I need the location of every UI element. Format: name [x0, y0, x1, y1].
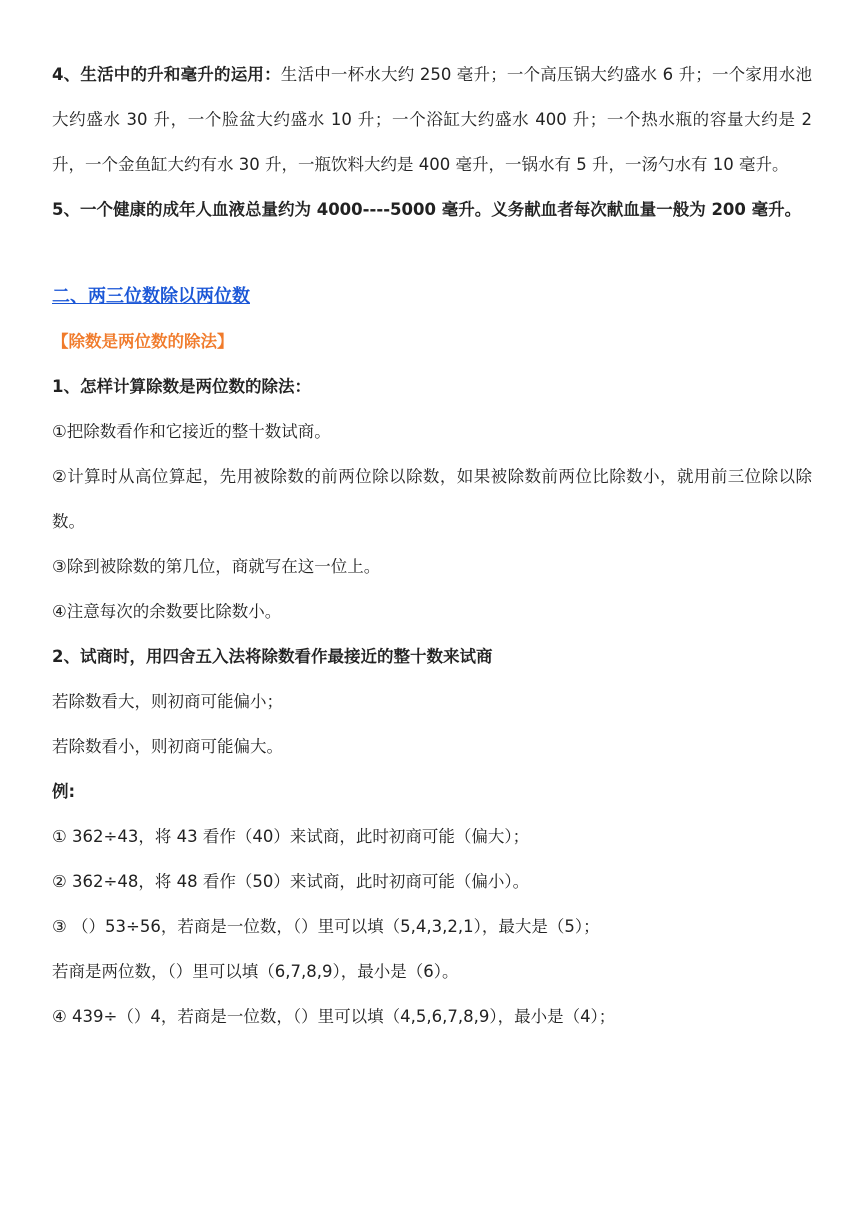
step-4: ④注意每次的余数要比除数小。 [52, 602, 282, 621]
spacer [52, 232, 812, 274]
document-page [52, 52, 812, 1039]
paragraph-4-heading: 4、生活中的升和毫升的运用： [52, 65, 281, 84]
example-3-continued: 若商是两位数，（）里可以填（6,7,8,9），最小是（6）。 [52, 962, 459, 981]
example-4: ④ 439÷（）4，若商是一位数，（）里可以填（4,5,6,7,8,9），最小是（4）； [52, 1007, 616, 1026]
paragraph-4-text: 生活中一杯水大约 250 毫升；一个高压锅大约盛水 6 升；一个家用水池大约盛水 30 升，一个脸盆大约盛水 10 升；一个浴缸大约盛水 400 升；一个热水瓶的容量大约是 2 升，一个金鱼缸大约有水 30 升，一瓶饮料大约是 400 毫升，一锅水有 5 升，一汤勺水有 10 毫升。 [52, 65, 812, 174]
question-2-title: 2、试商时，用四舍五入法将除数看作最接近的整十数来试商 [52, 647, 493, 666]
step-3: ③除到被除数的第几位，商就写在这一位上。 [52, 557, 381, 576]
example-3: ③ （）53÷56，若商是一位数，（）里可以填（5,4,3,2,1），最大是（5）； [52, 917, 600, 936]
paragraph-4 [52, 52, 812, 187]
question-2-line-2: 若除数看小，则初商可能偏大。 [52, 737, 283, 756]
example-2: ② 362÷48，将 48 看作（50）来试商，此时初商可能（偏小）。 [52, 872, 530, 891]
question-1-title: 1、怎样计算除数是两位数的除法： [52, 377, 311, 396]
example-1: ① 362÷43，将 43 看作（40）来试商，此时初商可能（偏大）； [52, 827, 530, 846]
step-1: ①把除数看作和它接近的整十数试商。 [52, 422, 331, 441]
section-heading[interactable]: 二、两三位数除以两位数 [52, 286, 250, 307]
example-label: 例: [52, 782, 76, 801]
paragraph-5: 5、一个健康的成年人血液总量约为 4000----5000 毫升。义务献血者每次献血量一般为 200 毫升。 [52, 200, 802, 219]
question-2-line-1: 若除数看大，则初商可能偏小； [52, 692, 283, 711]
sub-heading: 【除数是两位数的除法】 [52, 332, 234, 351]
step-2: ②计算时从高位算起，先用被除数的前两位除以除数，如果被除数前两位比除数小，就用前三位除以除数。 [52, 467, 812, 531]
